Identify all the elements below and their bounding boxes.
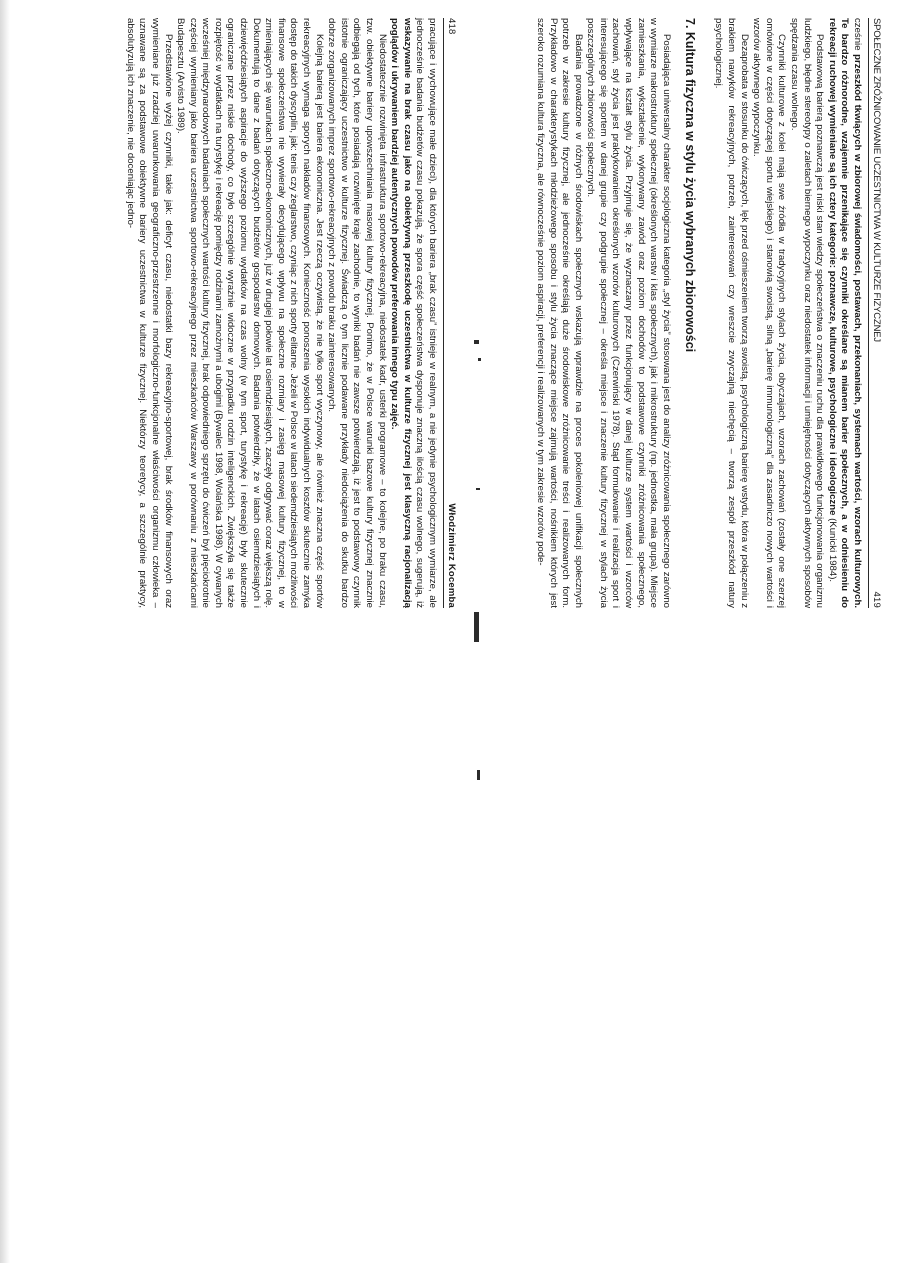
- section-heading: 7. Kultura fizyczna w stylu życia wybranych zbiorowości: [682, 18, 697, 353]
- body-text-right-bottom: [533, 18, 672, 608]
- paragraph: [750, 18, 788, 608]
- text-run: cześnie: [852, 18, 863, 55]
- page-number-left: 418: [446, 18, 457, 35]
- paragraph: [533, 18, 583, 608]
- page-418-content: [45, 0, 465, 630]
- running-head-right: [868, 18, 882, 608]
- text-run: pracujące i wychowujące małe dzieci), dla których bariera „brak czasu” istnieje w realnym, a nie jedynie psychologicznym wymiarze, ale jednocześnie badania budżetów czasu pokazują, że spora część społeczeństwa dysponuje znaczną ilością czasu wolnego, sugerują, iż: [414, 18, 438, 608]
- paragraph: [712, 18, 750, 608]
- paragraph: [584, 18, 672, 608]
- paragraph: [123, 18, 173, 608]
- bold-text-run: wskazywanie na brak czasu jako na obiektywną przeszkodę uczestnictwa w kulturze fizycznej jest klasyczną racjonalizacją poglądów i ukrywaniem bardziej autentycznych powodów preferowania innego typu zajęć.: [389, 18, 413, 608]
- paragraph: [325, 18, 388, 608]
- text-run: Badania prowadzone w różnych środowiskach społecznych wskazują wprawdzie na proces pokoleniowej unifikacji społecznych potrzeb w zakresie kultury fizycznej, ale jednocześnie określają duże środowiskowe zróżnicowanie treści i realizowanych form. Przykładowo w charakterystykach młodzieżowego sposobu i stylu życia znaczące miejsce zajmują wartości, nośnikiem których jest szeroko rozumiana kultura fizyczna, ale równocześnie poziom aspiracji, preferencji i realizowanych w tym zakresie wzorów pode-: [534, 18, 584, 608]
- text-run: Przedstawione wyżej czynniki, takie jak: deficyt czasu, niedostatki bazy rekreacyjno-sportowej, brak środków finansowych oraz wymieniane już rzadziej uwarunkowania geograficzno-przestrzenne i morfologiczno-funkcjonalne właściwości organizmu człowieka – uznawane są za podstawowe obiektywne bariery uczestnictwa w kulturze fizycznej. Niektórzy teoretycy, a szczególnie praktycy, absolutyzują ich znaczenie, nie doceniając jedno-: [124, 18, 174, 608]
- text-run: Dezaprobata w stosunku do ćwiczących, lęk przed ośmieszeniem tworzą swoistą, psychologiczną barierę wstydu, która w połączeniu z brakiem nawyków rekreacyjnych, potrzeb, zainteresowań czy wreszcie zwyczajną niechęcią – tworzą zespół przeszkód natury psychologicznej.: [713, 18, 750, 608]
- text-run: Czynniki kulturowe z kolei mają swe źródła w tradycyjnych stylach życia, obyczajach, wzorach zachowań (zostały one szerzej omówione w części dotyczącej sportu wiejskiego) i stanowią swoistą, silną „barierę immunologiczną” dla zasadniczo nowych wartości i wzorów aktywnego wypoczynku.: [751, 18, 788, 608]
- paragraph: [787, 18, 825, 608]
- running-head-author: Włodzimierz Kocemba: [446, 503, 457, 608]
- text-run: Podstawową barierą poznawczą jest niski stan wiedzy społeczeństwa o znaczeniu ruchu dla prawidłowego funkcjonowania organizmu ludzkiego, błędne stereotypy o zaletach biernego wypoczynku oraz niedostatek informacji i umiejętności dotyczących aktywnych sposobów spędzania czasu wolnego.: [789, 18, 826, 608]
- page-419: [470, 0, 890, 630]
- running-head-left: [443, 18, 457, 608]
- gutter-shadow-mark: [477, 770, 480, 780]
- body-text-right-top: [712, 18, 863, 608]
- bold-text-run: przeszkód tkwiących w zbiorowej świadomości, postawach, przekonaniach, systemach wartości, wzorach kulturowych. Te bardzo różnorodne, wzajemnie przenikające się czynniki określane są mianem barier społecznych, a w odniesieniu do rekreacji ruchowej wymieniane są ich cztery kategorie: poznawcze, kulturowe, psychologiczne i ideologiczne: [826, 18, 863, 609]
- paragraph: [174, 18, 325, 608]
- paragraph: [825, 18, 863, 608]
- running-head-title: SPOŁECZNE ZRÓŻNICOWANIE UCZESTNICTWA W KULTURZE FIZYCZNEJ: [871, 18, 882, 342]
- page-419-content: [470, 0, 890, 630]
- text-run: (Kunicki 1984).: [826, 515, 838, 583]
- scan-edge-shadow: [0, 0, 10, 1263]
- page-418: [45, 0, 465, 630]
- text-run: Posiadająca uniwersalny charakter socjologiczna kategoria „styl życia” stosowana jest do analizy zróżnicowania społecznego zarówno w wymiarze makrostruktury społecznej (określonych warstw i klas społecznych), jak i mikrostruktury (np. jednostka, mała grupa). Miejsce zamieszkania, wykształcenie, wykonywany zawód oraz poziom dochodów to podstawowe czynniki zróżnicowania społecznego, wpływające na kształt stylu życia. Przyjmuje się, że wyznaczany przez funkcjonujący w danej kulturze system wartości i wzorców zachowań, styl życia jest praktykowaniem określonych wzorów kulturowych (Czerwiński 1978). Stąd formułowanie i realizacja sport i interesującego się sportem w danej grupie czy podgrupie społecznej – określa miejsce i znaczenie kultury fizycznej w stylach życia poszczególnych zbiorowości społecznych.: [585, 18, 672, 608]
- page-number-right: 419: [871, 591, 882, 608]
- text-run: Niedostatecznie rozwinięta infrastruktura sportowo-rekreacyjna, niedostatek kadr, usterki programowe – to kolejne, po braku czasu, tzw. obiektywne bariery upowszechniania masowej kultury fizycznej. Ponimo, że w Polsce warunki bazowe kultury fizycznej znacznie odbiegają od tych, które posiadają rozwinięte kraje zachodnie, to wyniki badań nie zawsze potwierdzają, iż jest to podstawowy czynnik istotnie ograniczający uczestnictwo w kulturze fizycznej. Świadczą o tym licznie podawane przykłady niedociążenia do skutku bardzo dobrze zorganizowanych imprez sportowo-rekreacyjnych z powodu braku zainteresowanych.: [326, 18, 388, 608]
- paragraph: [388, 18, 438, 608]
- body-text-left: [123, 18, 438, 608]
- text-run: Kolejną barierą jest bariera ekonomiczna. Jest rzeczą oczywistą, że nie tylko sport wyczynowy, ale również znaczna część sportów rekreacyjnych wymaga sporych nakładów finansowych. Konieczność ponoszenia wysokich indywidualnych kosztów skutecznie zamyka dostęp do takich dyscyplin, jak: tenis czy żeglarstwo, czyniąc z nich sporty elitarne. Jeżeli w Polsce w latach siedemdziesiątych możliwości finansowe społeczeństwa nie wywierały decydującego wpływu na społeczne rozmiary i zasięg masowej kultury fizycznej, to w zmieniających się warunkach społeczno-ekonomicznych, już w drugiej połowie lat osiemdziesiątych, zaczęły odgrywać coraz większą rolę. Dokumentują to dane z badań dotyczących budżetów gospodarstw domowych. Badania potwierdziły, że w latach osiemdziesiątych i dziewięćdziesiątych aspiracje do wyższego poziomu wydatków na czas wolny (w tym sport, turystykę i rekreację) były skutecznie ograniczane przez niskie dochody, co było szczególnie wyraźnie widoczne w przypadku rodzin inteligenckich. Zwiększyła się także rozpiętość w wydatkach na turystykę i rekreację pomiędzy rodzinami zamożnymi a ubogimi (Bywalec 1998, Wolańska 1998). W cywanych wcześniej międzynarodowych badaniach społecznych wartości kultury fizycznej, brak odpowiedniego sprzętu do ćwiczeń był pięciokrotnie częściej wymieniany jako bariera uczestnictwa sportowo-rekreacyjnego przez mieszkańców Warszawy w porównaniu z mieszkańcami Budapesztu (Arvisto 1989).: [175, 18, 325, 608]
